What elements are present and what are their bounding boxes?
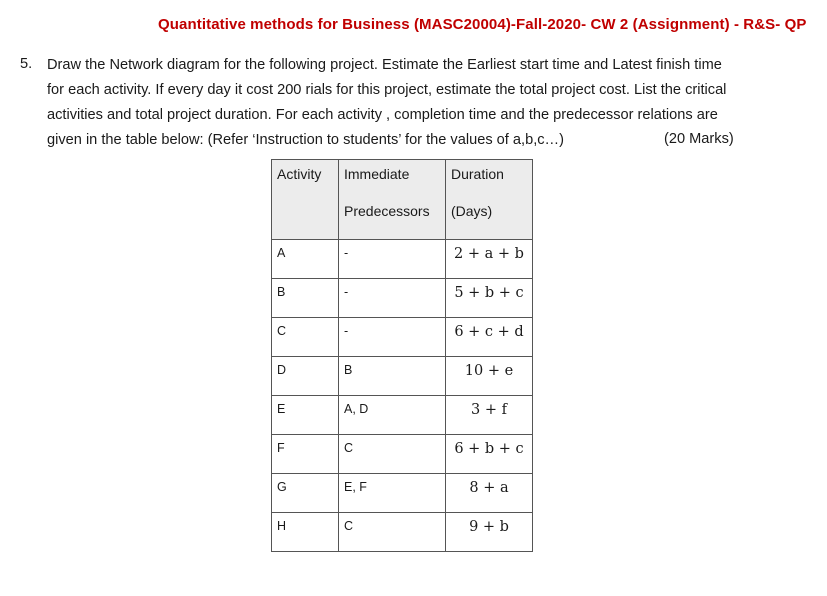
cell-activity: H	[272, 513, 339, 552]
cell-activity: B	[272, 279, 339, 318]
cell-duration: 2 + a + b	[446, 240, 533, 279]
cell-duration: 10 + e	[446, 357, 533, 396]
cell-predecessors: -	[339, 279, 446, 318]
cell-predecessors: -	[339, 240, 446, 279]
cell-activity: E	[272, 396, 339, 435]
cell-predecessors: C	[339, 435, 446, 474]
cell-activity: D	[272, 357, 339, 396]
cell-duration: 6 + b + c	[446, 435, 533, 474]
cell-activity: F	[272, 435, 339, 474]
question-number: 5.	[20, 56, 33, 72]
table-row	[272, 474, 533, 513]
cell-predecessors: C	[339, 513, 446, 552]
cell-duration: 8 + a	[446, 474, 533, 513]
table-row	[272, 513, 533, 552]
cell-activity: C	[272, 318, 339, 357]
question-line: Draw the Network diagram for the following project. Estimate the Earliest start time and Latest finish time	[47, 57, 722, 73]
header-duration: Duration (Days)	[446, 160, 533, 240]
cell-predecessors: E, F	[339, 474, 446, 513]
activity-table	[271, 159, 533, 552]
cell-predecessors: B	[339, 357, 446, 396]
cell-predecessors: -	[339, 318, 446, 357]
table-row	[272, 318, 533, 357]
header-predecessors: Immediate Predecessors	[339, 160, 446, 240]
cell-duration: 5 + b + c	[446, 279, 533, 318]
table-row	[272, 435, 533, 474]
header-activity: Activity	[272, 160, 339, 240]
question-line: for each activity. If every day it cost 200 rials for this project, estimate the total project cost. List the critical	[47, 82, 727, 98]
table-row	[272, 396, 533, 435]
table-row	[272, 357, 533, 396]
cell-duration: 6 + c + d	[446, 318, 533, 357]
cell-duration: 3 + f	[446, 396, 533, 435]
cell-duration: 9 + b	[446, 513, 533, 552]
document-title: Quantitative methods for Business (MASC20004)-Fall-2020- CW 2 (Assignment) - R&S- QP	[158, 16, 807, 33]
cell-activity: G	[272, 474, 339, 513]
question-marks: (20 Marks)	[664, 131, 734, 147]
cell-predecessors: A, D	[339, 396, 446, 435]
question-line: activities and total project duration. For each activity , completion time and the predecessor relations are	[47, 107, 718, 123]
question-line: given in the table below: (Refer ‘Instruction to students’ for the values of a,b,c…)	[47, 132, 564, 148]
table-header-row	[272, 160, 533, 240]
table-row	[272, 240, 533, 279]
cell-activity: A	[272, 240, 339, 279]
table-row	[272, 279, 533, 318]
